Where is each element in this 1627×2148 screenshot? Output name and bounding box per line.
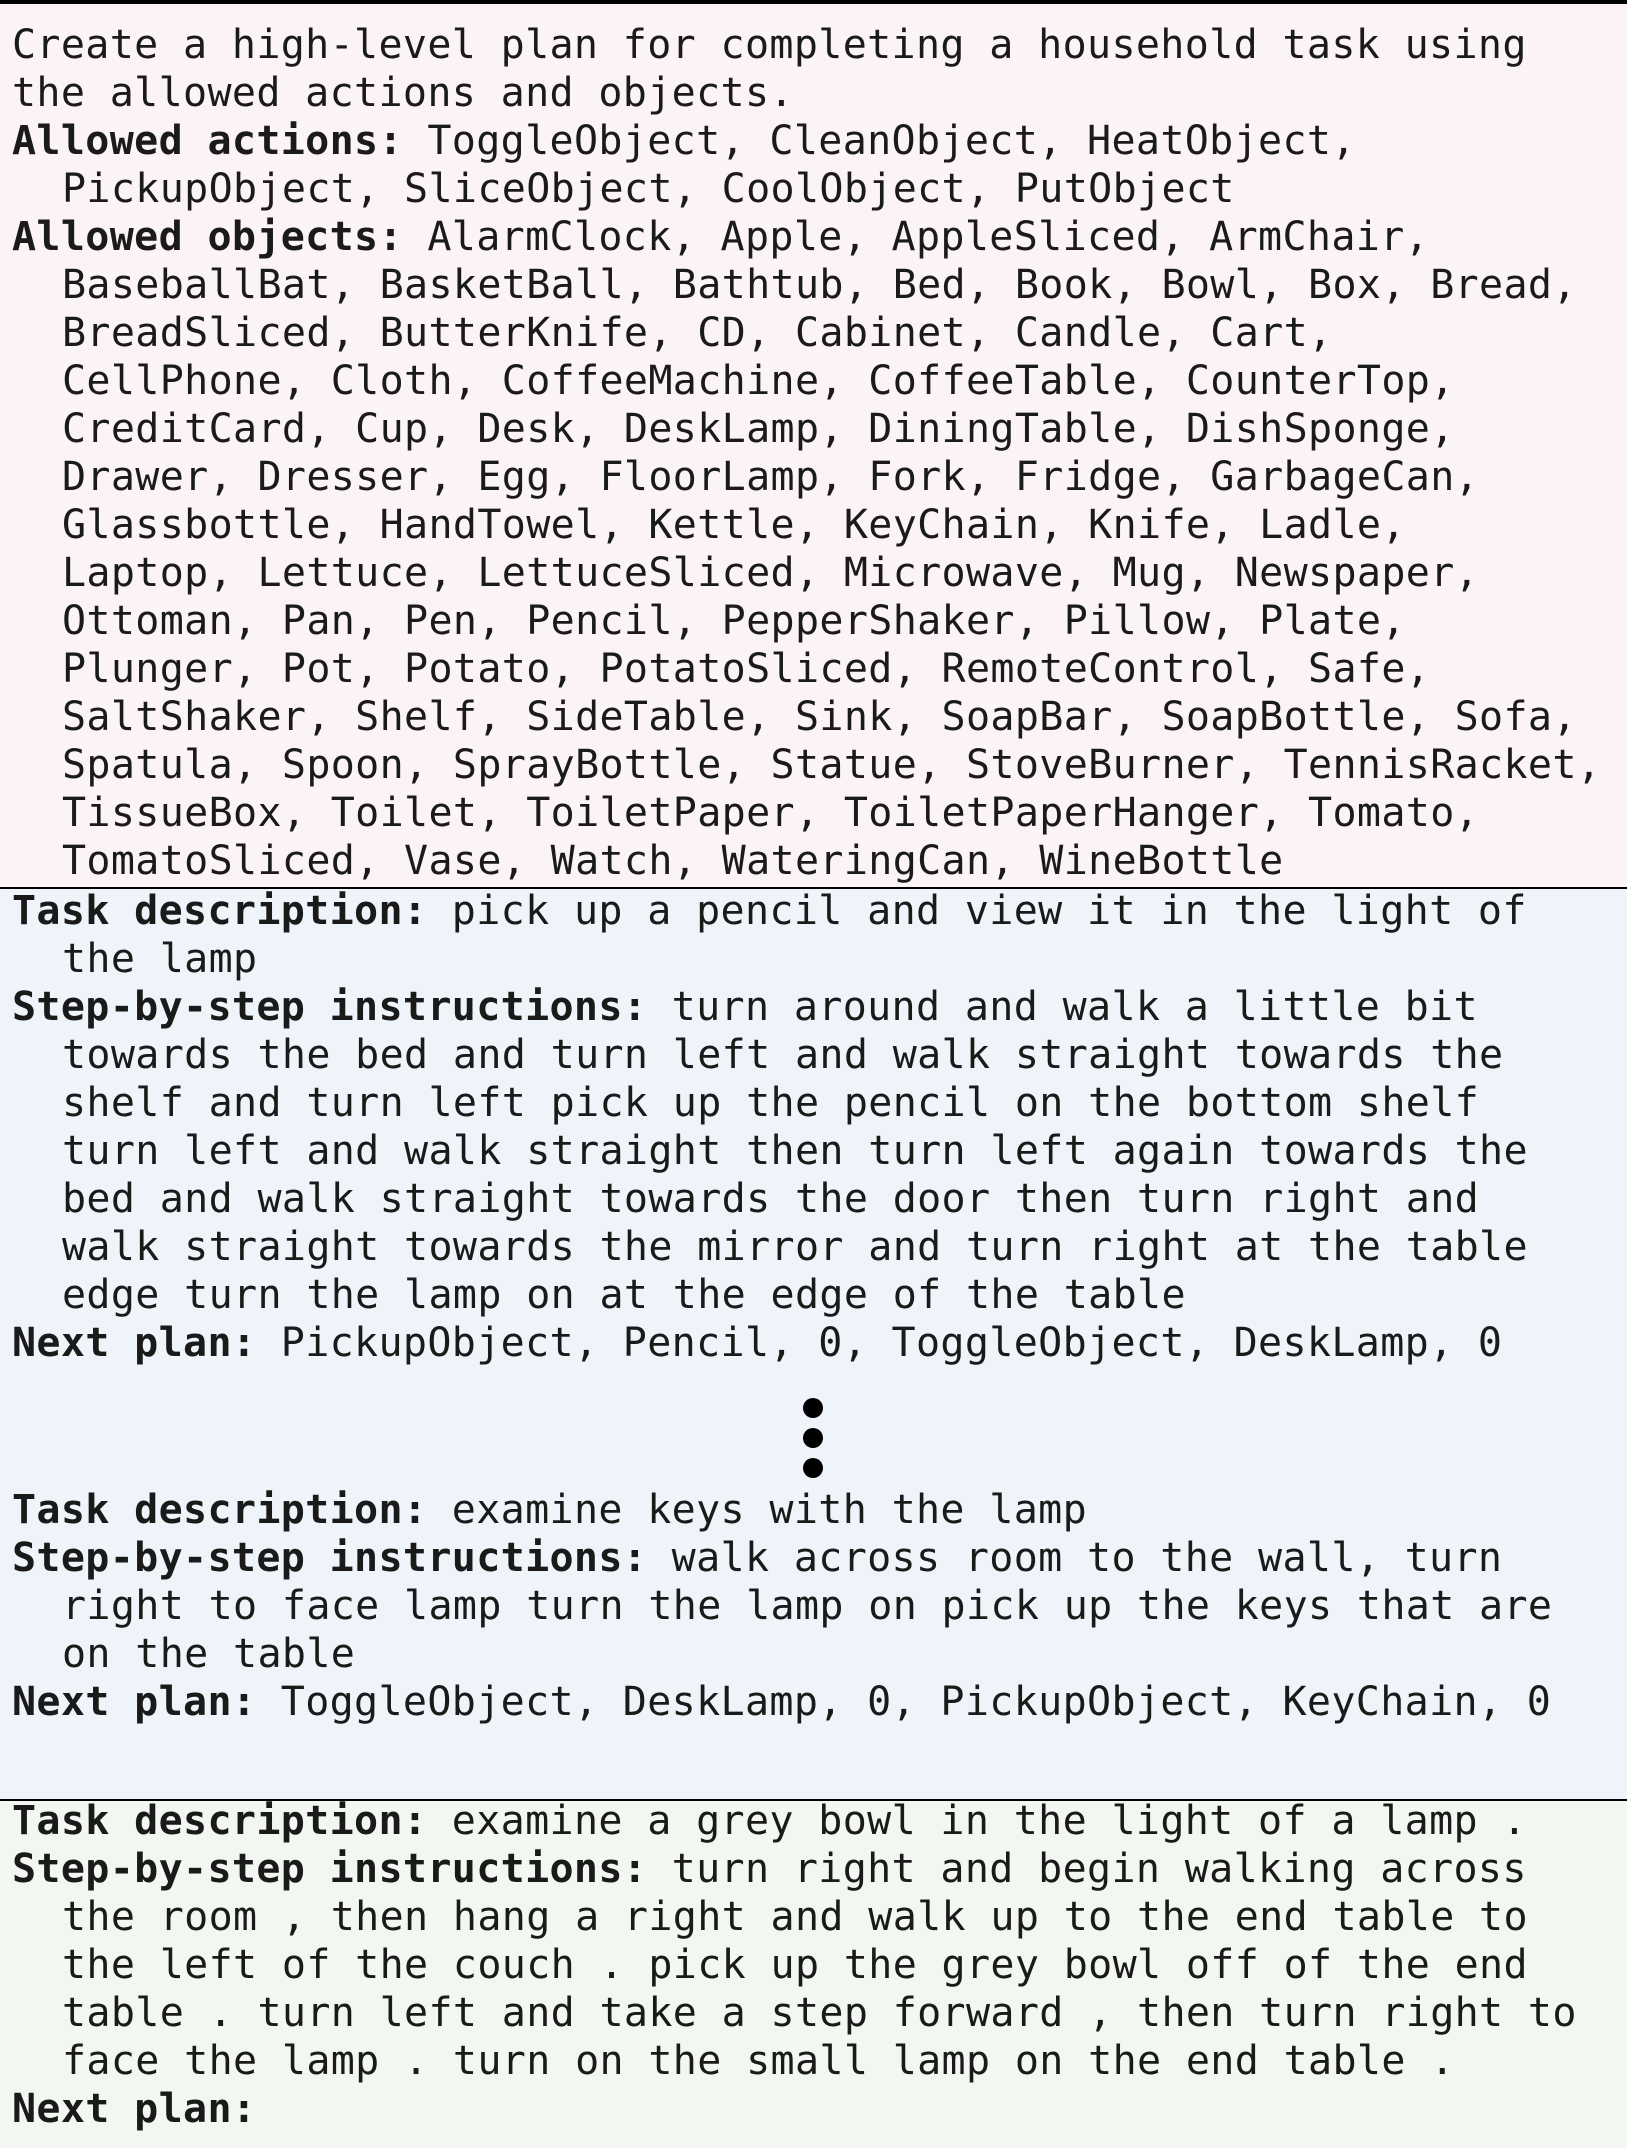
steps-text: right to face lamp turn the lamp on pick up the keys that are bbox=[62, 1583, 1553, 1629]
allowed-objects-text: Glassbottle, HandTowel, Kettle, KeyChain, Knife, Ladle, bbox=[62, 502, 1406, 548]
query-section bbox=[0, 1799, 1627, 2148]
steps-label: Step-by-step instructions: bbox=[12, 1535, 648, 1581]
task-label: Task description: bbox=[12, 1798, 428, 1844]
steps-text: walk across room to the wall, turn bbox=[647, 1535, 1503, 1581]
task-text: examine keys with the lamp bbox=[427, 1487, 1088, 1533]
steps-text: towards the bed and turn left and walk straight towards the bbox=[62, 1032, 1504, 1078]
example-step-instructions bbox=[12, 1534, 1502, 1582]
allowed-actions-text: PickupObject, SliceObject, CoolObject, PutObject bbox=[62, 166, 1235, 212]
steps-text: bed and walk straight towards the door then turn right and bbox=[62, 1176, 1480, 1222]
allowed-actions bbox=[12, 117, 1356, 165]
query-next-plan bbox=[12, 2085, 256, 2133]
steps-text: shelf and turn left pick up the pencil on the bottom shelf bbox=[62, 1080, 1480, 1126]
prompt-instructions-section bbox=[0, 4, 1627, 887]
steps-label: Step-by-step instructions: bbox=[12, 984, 648, 1030]
steps-text: on the table bbox=[62, 1631, 356, 1677]
steps-text: turn around and walk a little bit bbox=[647, 984, 1478, 1030]
query-step-instructions bbox=[12, 1845, 1527, 1893]
task-text: pick up a pencil and view it in the light of bbox=[427, 888, 1527, 934]
allowed-objects-text: Spatula, Spoon, SprayBottle, Statue, StoveBurner, TennisRacket, bbox=[62, 742, 1602, 788]
steps-label: Step-by-step instructions: bbox=[12, 1846, 648, 1892]
allowed-objects bbox=[12, 213, 1429, 261]
ellipsis-dot bbox=[803, 1458, 823, 1478]
allowed-objects-label: Allowed objects: bbox=[12, 214, 403, 260]
steps-text: edge turn the lamp on at the edge of the table bbox=[62, 1272, 1186, 1318]
allowed-objects-text: Laptop, Lettuce, LettuceSliced, Microwave, Mug, Newspaper, bbox=[62, 550, 1480, 596]
example-step-instructions bbox=[12, 983, 1478, 1031]
query-task-description bbox=[12, 1797, 1527, 1845]
allowed-objects-text: CreditCard, Cup, Desk, DeskLamp, DiningTable, DishSponge, bbox=[62, 406, 1455, 452]
steps-text: the room , then hang a right and walk up to the end table to bbox=[62, 1894, 1528, 1940]
plan-label: Next plan: bbox=[12, 1679, 257, 1725]
steps-text: face the lamp . turn on the small lamp on the end table . bbox=[62, 2038, 1455, 2084]
plan-label: Next plan: bbox=[12, 1320, 257, 1366]
steps-text: walk straight towards the mirror and turn right at the table bbox=[62, 1224, 1528, 1270]
steps-text: turn left and walk straight then turn left again towards the bbox=[62, 1128, 1528, 1174]
allowed-objects-text: Ottoman, Pan, Pen, Pencil, PepperShaker, Pillow, Plate, bbox=[62, 598, 1406, 644]
steps-text: table . turn left and take a step forward , then turn right to bbox=[62, 1990, 1577, 2036]
allowed-objects-text: TomatoSliced, Vase, Watch, WateringCan, WineBottle bbox=[62, 838, 1284, 884]
intro-line: Create a high-level plan for completing a household task using bbox=[12, 22, 1527, 68]
plan-label: Next plan: bbox=[12, 2086, 257, 2132]
allowed-actions-label: Allowed actions: bbox=[12, 118, 403, 164]
task-text: the lamp bbox=[62, 936, 258, 982]
allowed-objects-text: AlarmClock, Apple, AppleSliced, ArmChair, bbox=[402, 214, 1430, 260]
example-next-plan bbox=[12, 1319, 1502, 1367]
task-label: Task description: bbox=[12, 1487, 428, 1533]
ellipsis-dot bbox=[803, 1428, 823, 1448]
example-task-description bbox=[12, 1486, 1087, 1534]
plan-text: ToggleObject, DeskLamp, 0, PickupObject, KeyChain, 0 bbox=[256, 1679, 1552, 1725]
examples-section bbox=[0, 887, 1627, 1799]
allowed-objects-text: Drawer, Dresser, Egg, FloorLamp, Fork, Fridge, GarbageCan, bbox=[62, 454, 1480, 500]
allowed-objects-text: Plunger, Pot, Potato, PotatoSliced, RemoteControl, Safe, bbox=[62, 646, 1431, 692]
allowed-objects-text: BreadSliced, ButterKnife, CD, Cabinet, Candle, Cart, bbox=[62, 310, 1333, 356]
allowed-objects-text: CellPhone, Cloth, CoffeeMachine, CoffeeTable, CounterTop, bbox=[62, 358, 1455, 404]
intro-line: the allowed actions and objects. bbox=[12, 70, 794, 116]
task-text: examine a grey bowl in the light of a lamp . bbox=[427, 1798, 1527, 1844]
plan-text: PickupObject, Pencil, 0, ToggleObject, DeskLamp, 0 bbox=[256, 1320, 1503, 1366]
allowed-objects-text: TissueBox, Toilet, ToiletPaper, ToiletPaperHanger, Tomato, bbox=[62, 790, 1480, 836]
steps-text: the left of the couch . pick up the grey bowl off of the end bbox=[62, 1942, 1528, 1988]
example-next-plan bbox=[12, 1678, 1551, 1726]
example-task-description bbox=[12, 887, 1527, 935]
vertical-ellipsis-icon bbox=[801, 1398, 825, 1488]
allowed-actions-text: ToggleObject, CleanObject, HeatObject, bbox=[402, 118, 1356, 164]
task-label: Task description: bbox=[12, 888, 428, 934]
ellipsis-dot bbox=[803, 1398, 823, 1418]
allowed-objects-text: SaltShaker, Shelf, SideTable, Sink, SoapBar, SoapBottle, Sofa, bbox=[62, 694, 1577, 740]
steps-text: turn right and begin walking across bbox=[647, 1846, 1527, 1892]
allowed-objects-text: BaseballBat, BasketBall, Bathtub, Bed, Book, Bowl, Box, Bread, bbox=[62, 262, 1577, 308]
